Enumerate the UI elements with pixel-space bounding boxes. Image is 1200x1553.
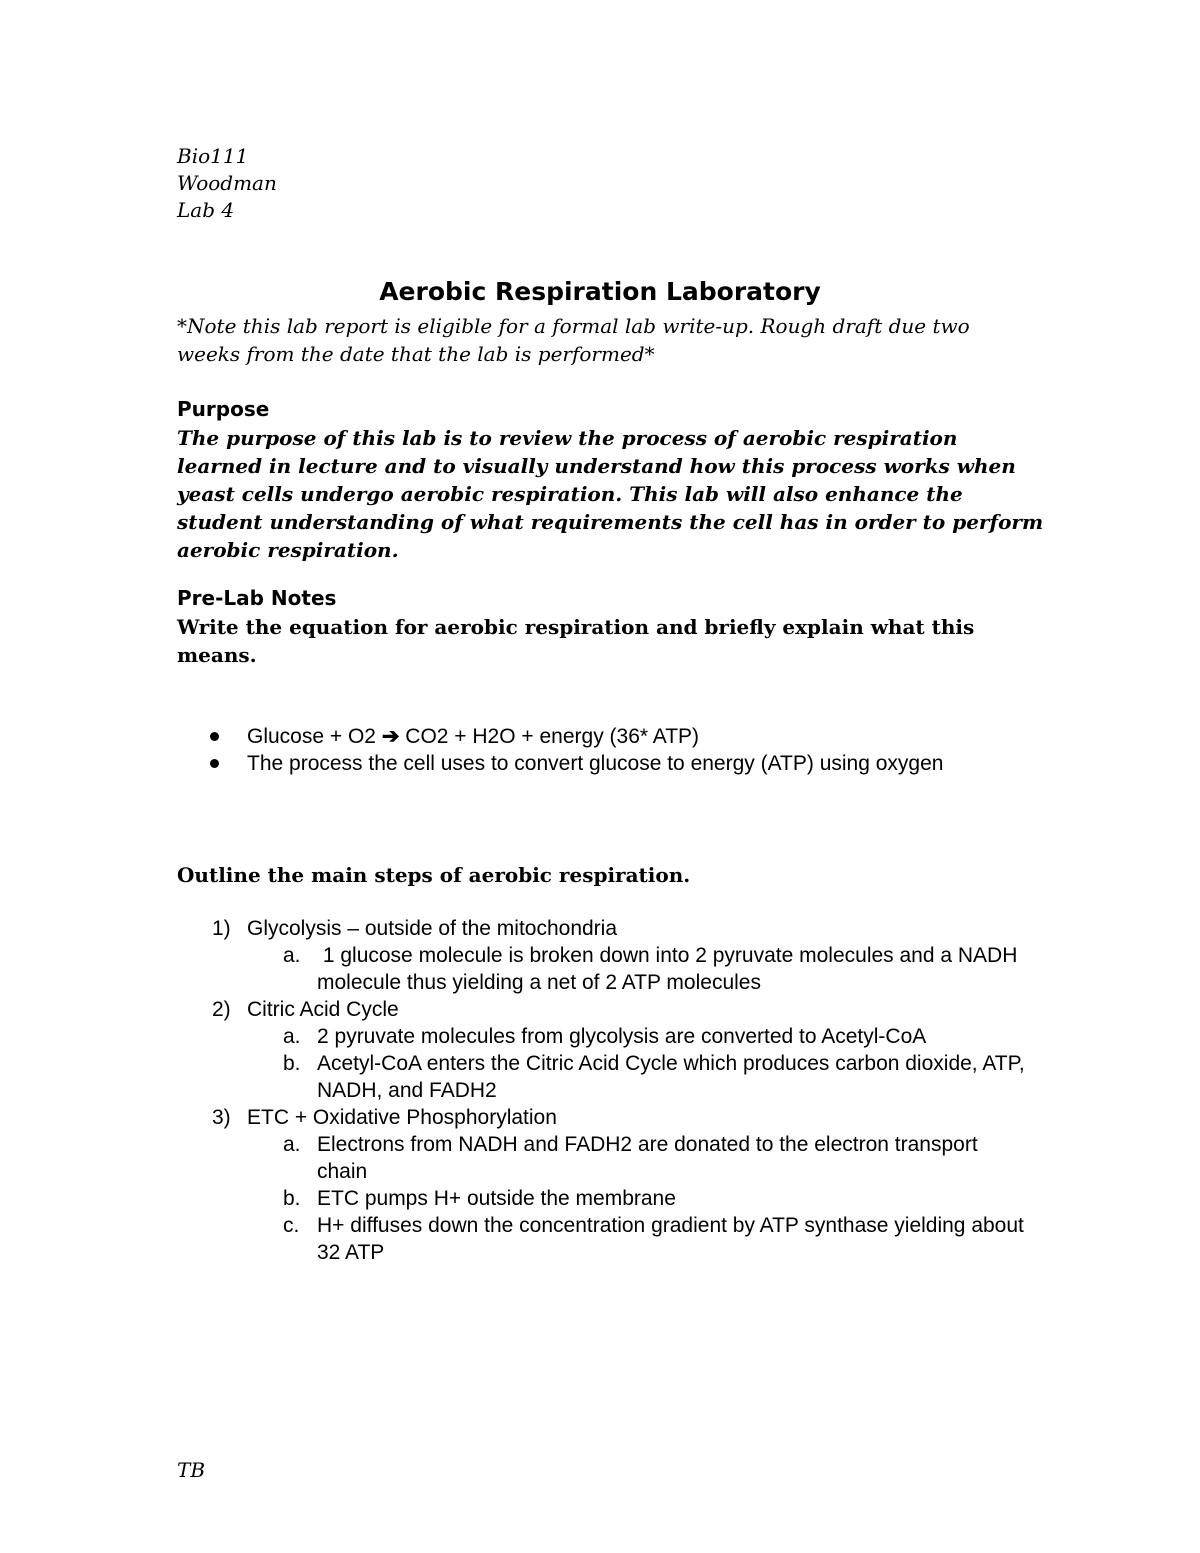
equation-reactants: Glucose + O2 — [247, 725, 376, 748]
sub-step-letter: a. — [283, 944, 301, 967]
sub-step-letter: b. — [283, 1052, 301, 1075]
equation-bullet-list — [247, 723, 1007, 777]
instructor-name: Woodman — [177, 171, 277, 195]
prelab-question: Write the equation for aerobic respiration and briefly explain what this means. — [177, 615, 975, 667]
document-title: Aerobic Respiration Laboratory — [379, 277, 821, 306]
sub-step-text: Electrons from NADH and FADH2 are donated to the electron transport chain — [317, 1133, 978, 1183]
equation-products: CO2 + H2O + energy (36* ATP) — [405, 725, 700, 748]
prelab-heading: Pre-Lab Notes — [177, 586, 337, 610]
sub-step-letter: a. — [283, 1133, 301, 1156]
step-number: 2) — [212, 998, 231, 1021]
step-number: 1) — [212, 917, 231, 940]
bullet-icon — [210, 732, 219, 741]
footer-initials: TB — [177, 1458, 206, 1482]
sub-step-text: 2 pyruvate molecules from glycolysis are converted to Acetyl-CoA — [317, 1025, 927, 1048]
step-item — [212, 996, 1027, 1023]
sub-step-letter: b. — [283, 1187, 301, 1210]
bullet-icon — [210, 759, 219, 768]
step-label: Glycolysis – outside of the mitochondria — [247, 917, 618, 940]
steps-list — [212, 915, 1027, 1266]
sub-step-item — [283, 1185, 1027, 1212]
step-item — [212, 915, 1027, 942]
sub-step-text: ETC pumps H+ outside the membrane — [317, 1187, 676, 1210]
equation-explanation: The process the cell uses to convert glucose to energy (ATP) using oxygen — [247, 752, 944, 775]
sub-step-text: 1 glucose molecule is broken down into 2 pyruvate molecules and a NADH molecule thus yielding a net of 2 ATP molecules — [317, 944, 1024, 994]
sub-step-text: Acetyl-CoA enters the Citric Acid Cycle which produces carbon dioxide, ATP, NADH, and FADH2 — [317, 1052, 1025, 1102]
purpose-text: The purpose of this lab is to review the process of aerobic respiration learned in lecture and to visually understand how this process works when yeast cells undergo aerobic respiration. This lab will also enhance the student understanding of what requirements the cell has in order to perform aerobic respiration. — [177, 426, 1044, 562]
course-code: Bio111 — [177, 144, 249, 168]
sub-step-item — [283, 1212, 1027, 1266]
right-arrow-icon: ➔ — [381, 725, 400, 748]
step-label: ETC + Oxidative Phosphorylation — [247, 1106, 557, 1129]
header-block — [177, 143, 277, 224]
lab-number: Lab 4 — [177, 198, 235, 222]
sub-step-item — [283, 1023, 1027, 1050]
sub-step-item — [283, 1050, 1027, 1104]
purpose-heading: Purpose — [177, 397, 270, 421]
list-item — [247, 750, 1007, 777]
lab-note: *Note this lab report is eligible for a formal lab write-up. Rough draft due two weeks from the date that the lab is performed* — [177, 314, 970, 366]
sub-step-letter: c. — [283, 1214, 300, 1237]
sub-step-text: H+ diffuses down the concentration gradient by ATP synthase yielding about 32 ATP — [317, 1214, 1024, 1264]
outline-question: Outline the main steps of aerobic respiration. — [177, 863, 691, 887]
step-label: Citric Acid Cycle — [247, 998, 399, 1021]
list-item — [247, 723, 1007, 750]
sub-step-item — [283, 1131, 1027, 1185]
sub-step-item — [283, 942, 1027, 996]
step-item — [212, 1104, 1027, 1131]
sub-step-letter: a. — [283, 1025, 301, 1048]
step-number: 3) — [212, 1106, 231, 1129]
